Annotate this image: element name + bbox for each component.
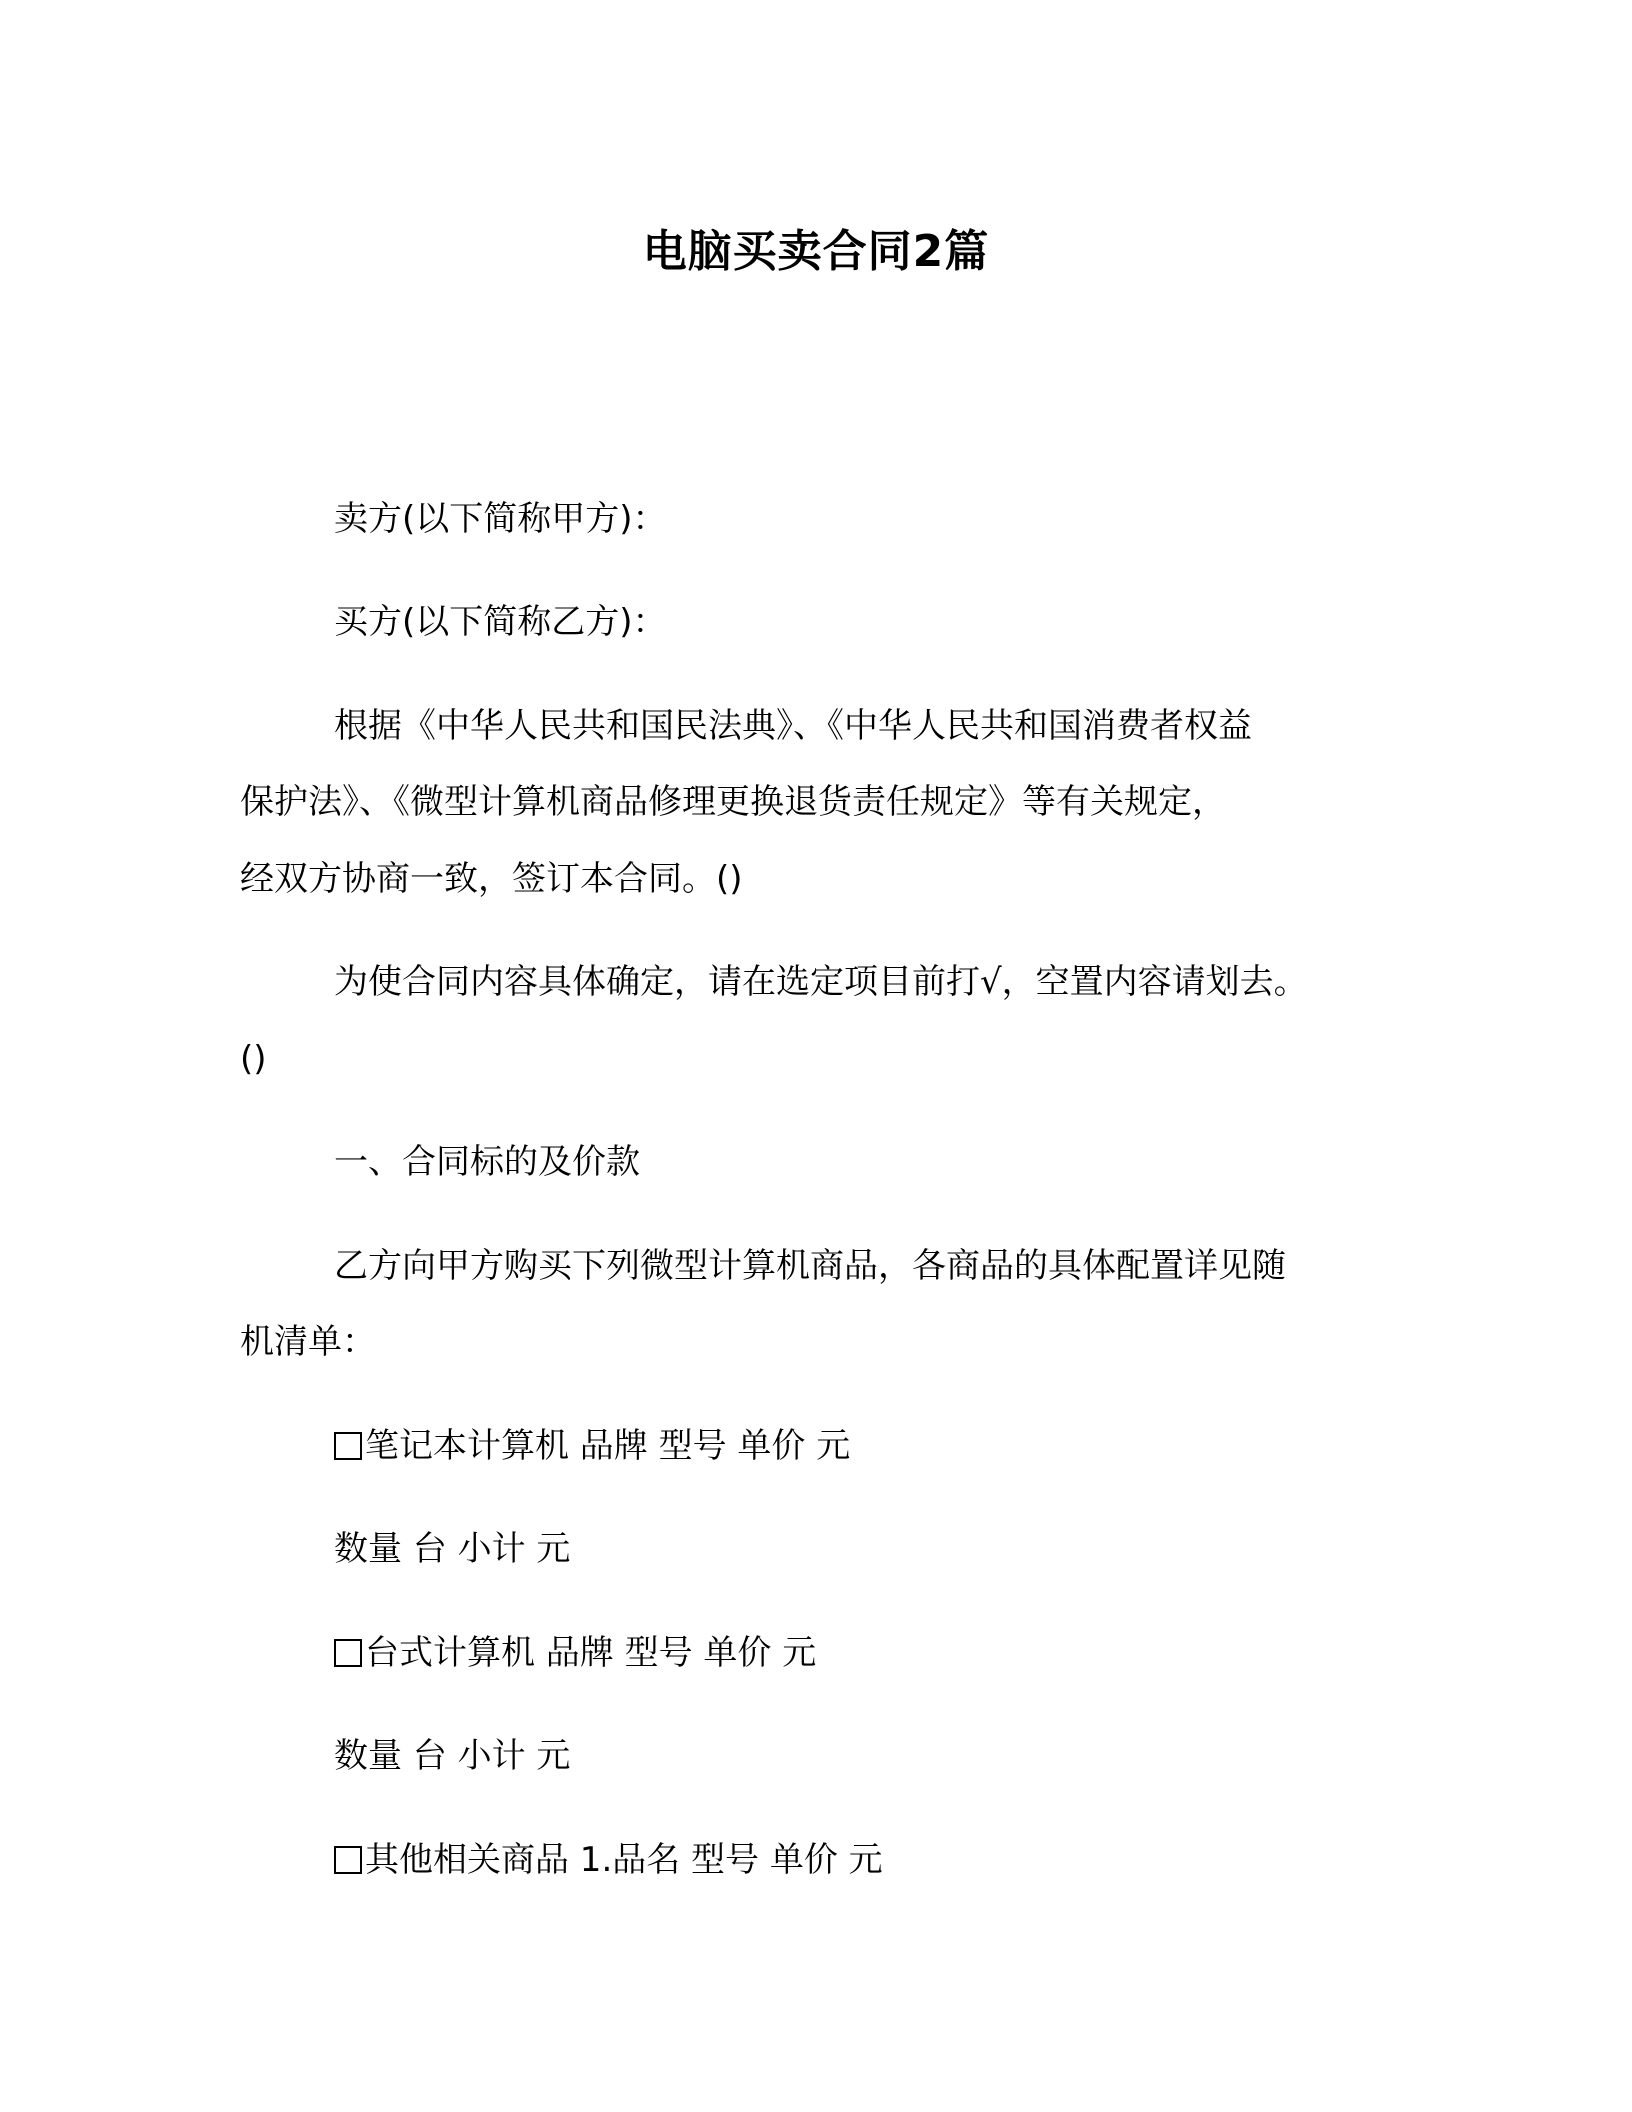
section-1-intro-line-2: 机清单： <box>240 1322 376 1362</box>
instruction-paragraph-line-2: () <box>240 1039 267 1079</box>
instruction-paragraph-line-1: 为使合同内容具体确定，请在选定项目前打√，空置内容请划去。 <box>334 962 1308 1002</box>
item-laptop-quantity: 数量 台 小计 元 <box>334 1529 571 1569</box>
other-checkbox[interactable] <box>334 1846 362 1874</box>
seller-line: 卖方(以下简称甲方)： <box>334 499 667 539</box>
item-other-text: 其他相关商品 1.品名 型号 单价 元 <box>365 1840 883 1880</box>
item-desktop <box>334 1628 816 1678</box>
basis-paragraph-line-1: 根据《中华人民共和国民法典》、《中华人民共和国消费者权益 <box>334 706 1252 746</box>
section-1-heading: 一、合同标的及价款 <box>334 1142 640 1182</box>
document-title: 电脑买卖合同2篇 <box>642 226 990 277</box>
section-1-intro-line-1: 乙方向甲方购买下列微型计算机商品，各商品的具体配置详见随 <box>334 1246 1286 1286</box>
basis-paragraph-line-3: 经双方协商一致，签订本合同。() <box>240 859 743 899</box>
item-desktop-text: 台式计算机 品牌 型号 单价 元 <box>365 1633 817 1673</box>
laptop-checkbox[interactable] <box>334 1432 362 1460</box>
item-desktop-quantity: 数量 台 小计 元 <box>334 1736 571 1776</box>
basis-paragraph-line-2: 保护法》、《微型计算机商品修理更换退货责任规定》等有关规定， <box>240 782 1226 822</box>
desktop-checkbox[interactable] <box>334 1639 362 1667</box>
item-other <box>334 1835 883 1885</box>
item-laptop-text: 笔记本计算机 品牌 型号 单价 元 <box>365 1426 851 1466</box>
item-laptop <box>334 1421 850 1471</box>
buyer-line: 买方(以下简称乙方)： <box>334 602 667 642</box>
